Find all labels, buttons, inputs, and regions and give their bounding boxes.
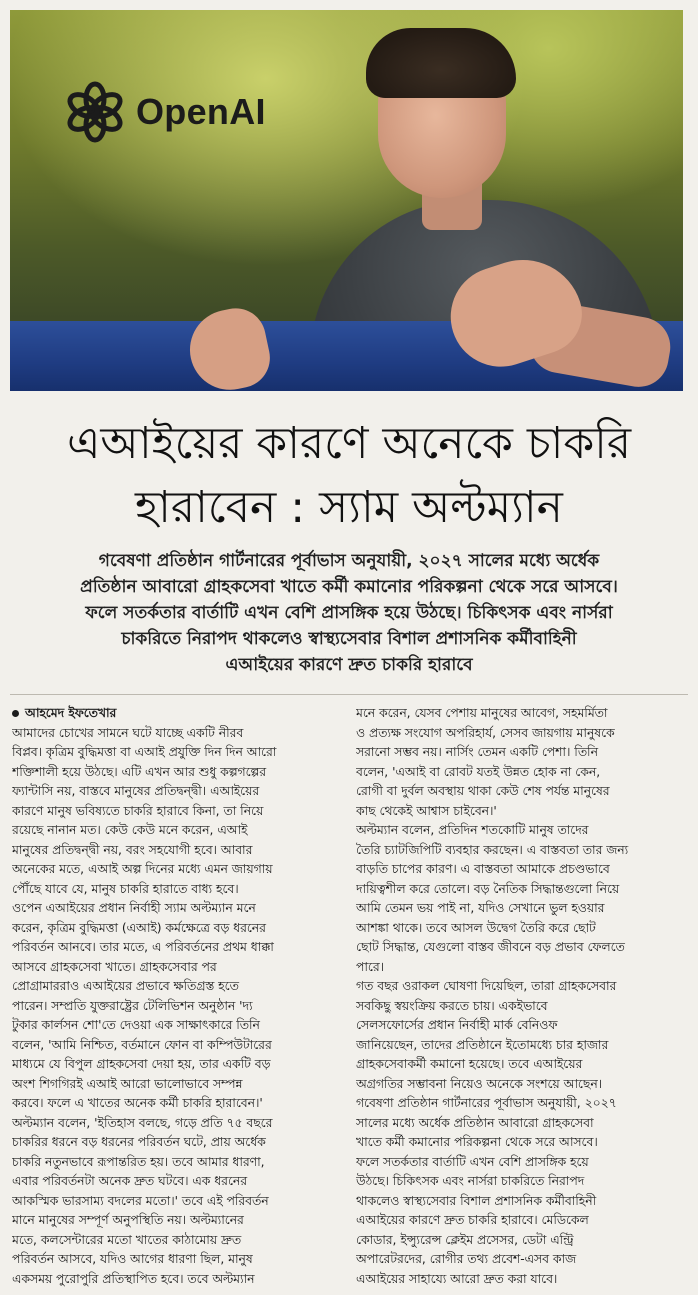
article-line: সেলসফোর্সের প্রধান নির্বাহী মার্ক বেনিওফ: [356, 1018, 558, 1032]
article-line: মানুষের প্রতিদ্বন্দ্বী নয়, বরং সহযোগী হবে। আবার: [12, 842, 253, 857]
section-divider: [10, 694, 688, 695]
article-line: খাতে কর্মী কমানোর পরিকল্পনা থেকে সরে আসবে।: [356, 1135, 598, 1149]
article-line: অল্টম্যান বলেন, 'ইতিহাস বলছে, গড়ে প্রতি ৭৫ বছরে: [12, 1115, 273, 1130]
article-line: গবেষণা প্রতিষ্ঠান গার্টনারের পূর্বাভাস অনুযায়ী, ২০২৭: [356, 1096, 617, 1110]
article-line: সালের মধ্যে অর্ধেক প্রতিষ্ঠান আবারো গ্রাহকসেবা: [356, 1115, 594, 1130]
article-line: আসবে গ্রাহকসেবা খাতে। গ্রাহকসেবার পর: [12, 959, 217, 974]
article-line: মনে করেন, যেসব পেশায় মানুষের আবেগ, সহমর্মিতা: [356, 706, 608, 720]
article-line: পারেন। সম্প্রতি যুক্তরাষ্ট্রের টেলিভিশন অনুষ্ঠান 'দ্য: [12, 998, 253, 1013]
headline: [0, 412, 698, 540]
article-line: মতে, কলসেন্টারের মতো খাতের কাঠামোয় দ্রুত: [12, 1232, 242, 1247]
article-line: বলেন, 'আমি নিশ্চিত, বর্তমানে ফোন বা কম্পিউটারের: [12, 1037, 272, 1052]
article-line: অগ্রগতির সম্ভাবনা নিয়েও অনেকে সংশয়ে আছেন।: [356, 1076, 603, 1091]
article-line: পরিবর্তন আসবে, যদিও আগের ধারণা ছিল, মানুষ: [12, 1252, 253, 1266]
article-line: মাধ্যমে যে বিপুল গ্রাহকসেবা দেয়া হয়, তার একটি বড়: [12, 1057, 271, 1071]
byline: [12, 704, 342, 724]
openai-knot-icon: [64, 81, 126, 143]
article-line: ওপেন এআইয়ের প্রধান নির্বাহী স্যাম অল্টম্যান মনে: [12, 901, 256, 915]
article-line: পৌঁছে যাবে যে, মানুষ চাকরি হারাতে বাধ্য হবে।: [12, 881, 239, 896]
article-line: পারে।: [356, 959, 385, 974]
article-line: ফলে সতর্কতার বার্তাটি এখন বেশি প্রাসঙ্গিক হয়ে: [356, 1154, 589, 1169]
article-line: অংশ শিগগিরই এআই আরো ভালোভাবে সম্পন্ন: [12, 1076, 243, 1091]
article-line: মানে মানুষের সম্পূর্ণ অনুপস্থিতি নয়। অল্টম্যানের: [12, 1213, 244, 1227]
article-line: ফ্যান্টাসি নয়, বাস্তবে মানুষের প্রতিদ্বন্দ্বী। এআইয়ের: [12, 784, 260, 798]
article-line: গত বছর ওরাকল ঘোষণা দিয়েছিল, তারা গ্রাহকসেবার: [356, 979, 617, 993]
article-line: আকস্মিক ভারসাম্য বদলের মতো।' তবে এই পরিবর্তন: [12, 1193, 269, 1208]
article-line: চাকরির ধরনে বড় ধরনের পরিবর্তন ঘটে, প্রায় অর্ধেক: [12, 1135, 266, 1149]
article-line: এবার পরিবর্তনটা অনেক দ্রুত ঘটবে। এক ধরনের: [12, 1174, 247, 1188]
article-line: রয়েছে নানান মত। কেউ কেউ মনে করেন, এআই: [12, 823, 248, 837]
article-line: অনেকের মতে, এআই অল্প দিনের মধ্যে এমন জায়গায়: [12, 862, 273, 876]
article-line: সরানো সম্ভব নয়। নার্সিং তেমন একটি পেশা। তিনি: [356, 745, 598, 759]
article-line: ছোট সিদ্ধান্ত, যেগুলো বাস্তব জীবনে বড় প্রভাব ফেলতে: [356, 940, 625, 954]
article-line: কারণে মানুষ ভবিষ্যতে চাকরি হারাবে কিনা, তা নিয়ে: [12, 803, 264, 818]
headline-line: হারাবেন : স্যাম অল্টম্যান: [135, 482, 563, 533]
article-line: আমি তেমন ভয় পাই না, যদিও সেখানে ভুল হওয়ার: [356, 901, 605, 915]
article-line: এআইয়ের কারণে দ্রুত চাকরি হারাবে। মেডিকেল: [356, 1213, 589, 1227]
bullet-icon: [12, 710, 19, 717]
article-line: দায়িত্বশীল করে তোলে। বড় নৈতিক সিদ্ধান্তগুলো নিয়ে: [356, 881, 620, 896]
article-line: করবে। ফলে এ খাতের অনেক কর্মী চাকরি হারাবেন।': [12, 1096, 263, 1110]
article-line: থাকলেও স্বাস্থ্যসেবার বিশাল প্রশাসনিক কর্মীবাহিনী: [356, 1193, 597, 1208]
article-line: প্রোগ্রামাররাও এআইয়ের প্রভাবে ক্ষতিগ্রস্ত হতে: [12, 979, 239, 993]
byline-author: আহমেদ ইফতেখার: [25, 706, 117, 720]
speaker-hair: [366, 28, 516, 98]
article-column-right: [356, 704, 686, 1289]
openai-logo: [64, 82, 266, 142]
article-line: বলেন, 'এআই বা রোবট যতই উন্নত হোক না কেন,: [356, 764, 601, 779]
article-line: কোডার, ইন্স্যুরেন্স ক্লেইম প্রসেসর, ডেটা এন্ট্রি: [356, 1232, 574, 1247]
deck-line: প্রতিষ্ঠান আবারো গ্রাহকসেবা খাতে কর্মী কমানোর পরিকল্পনা থেকে সরে আসবে।: [80, 577, 618, 597]
article-line: শক্তিশালী হয়ে উঠছে। এটি এখন আর শুধু কল্পগল্পের: [12, 764, 267, 779]
article-line: একসময় পুরোপুরি প্রতিস্থাপিত হবে। তবে অল্টম্যান: [12, 1271, 255, 1286]
article-line: জানিয়েছেন, তাদের প্রতিষ্ঠানে ইতোমধ্যে চার হাজার: [356, 1037, 609, 1052]
headline-line: এআইয়ের কারণে অনেকে চাকরি: [66, 418, 632, 469]
openai-logo-text: OpenAI: [136, 91, 266, 132]
article-column-left: [12, 704, 342, 1289]
article-line: সবকিছু স্বয়ংক্রিয় করতে চায়। একইভাবে: [356, 998, 548, 1013]
article-line: চাকরি নতুনভাবে রূপান্তরিত হয়। তবে আমার ধারণা,: [12, 1154, 265, 1169]
article-line: বাড়তি চাপের কারণ। এ বাস্তবতা আমাকে প্রচণ্ডভাবে: [356, 862, 610, 876]
article-line: তৈরি চ্যাটজিপিটি ব্যবহার করছেন। এ বাস্তবতা তার জন্য: [356, 842, 629, 857]
article-line: রোগী বা দুর্বল অবস্থায় থাকা কেউ শেষ পর্যন্ত মানুষের: [356, 784, 610, 798]
deck-line: ফলে সতর্কতার বার্তাটি এখন বেশি প্রাসঙ্গিক হয়ে উঠছে। চিকিৎসক এবং নার্সরা: [85, 603, 613, 623]
article-line: পরিবর্তন আনবে। তার মতে, এ পরিবর্তনের প্রথম ধাক্কা: [12, 940, 274, 954]
deck-line: এআইয়ের কারণে দ্রুত চাকরি হারাবে: [225, 655, 473, 675]
article-line: অপারেটরদের, রোগীর তথ্য প্রবেশ-এসব কাজ: [356, 1252, 577, 1266]
article-line: কাছ থেকেই আশ্বাস চাইবেন।': [356, 803, 497, 818]
article-line: ও প্রত্যক্ষ সংযোগ অপরিহার্য, সেসব জায়গায় মানুষকে: [356, 725, 615, 740]
article-line: আমাদের চোখের সামনে ঘটে যাচ্ছে একটি নীরব: [12, 725, 244, 740]
article-line: এআইয়ের সাহায্যে আরো দ্রুত করা যাবে।: [356, 1271, 558, 1286]
article-line: উঠছে। চিকিৎসক এবং নার্সরা চাকরিতে নিরাপদ: [356, 1174, 585, 1188]
hero-photo: [10, 10, 683, 391]
article-line: টুকার কার্লসন শো'তে দেওয়া এক সাক্ষাৎকারে তিনি: [12, 1018, 260, 1032]
article-line: করেন, কৃত্রিম বুদ্ধিমত্তা (এআই) কর্মক্ষেত্রে বড় ধরনের: [12, 920, 266, 935]
deck-line: চাকরিতে নিরাপদ থাকলেও স্বাস্থ্যসেবার বিশাল প্রশাসনিক কর্মীবাহিনী: [121, 629, 577, 649]
article-line: বিপ্লব। কৃত্রিম বুদ্ধিমত্তা বা এআই প্রযুক্তি দিন দিন আরো: [12, 745, 277, 759]
article-line: গ্রাহকসেবাকর্মী কমানো হয়েছে। তবে এআইয়ের: [356, 1057, 583, 1071]
article-line: অল্টম্যান বলেন, প্রতিদিন শতকোটি মানুষ তাদের: [356, 823, 589, 837]
deck-summary: [12, 548, 686, 678]
deck-line: গবেষণা প্রতিষ্ঠান গার্টনারের পূর্বাভাস অনুযায়ী, ২০২৭ সালের মধ্যে অর্ধেক: [98, 551, 600, 571]
article-line: আশঙ্কা থাকে। তবে আসল উদ্বেগ তৈরি করে ছোট: [356, 920, 596, 935]
